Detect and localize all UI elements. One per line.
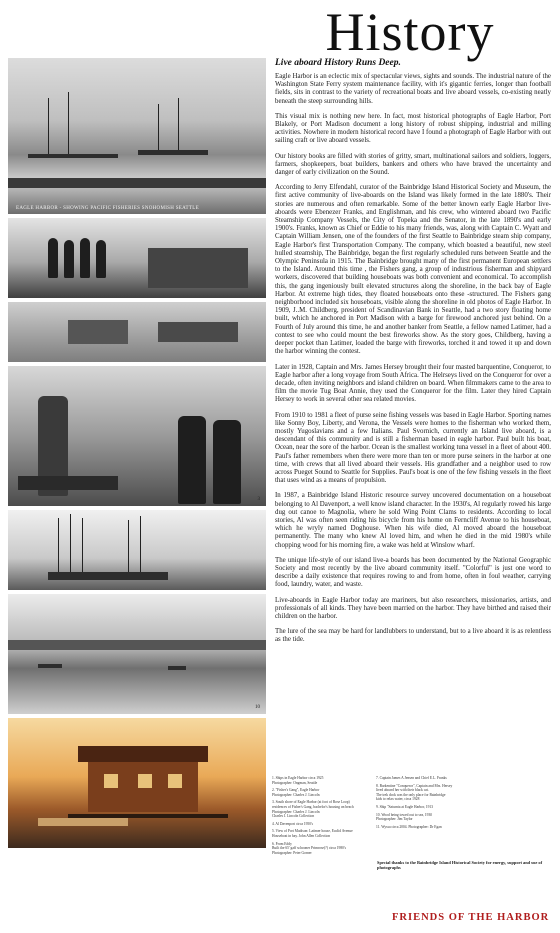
- reference-item: 8. Barkentine "Conqueror", Captain and Mrs. Hersey lived aboard her with their black cat. The trek dock was the only place for Bainbridge kids to relax water, circa 1928: [376, 783, 453, 802]
- photo-number: 10: [255, 705, 260, 710]
- reference-item: 4. Al Davenport circa 1950's: [272, 821, 314, 826]
- paragraph: In 1987, a Bainbridge Island Historic resource survey uncovered documentation on a houseboat belonging to Al Davenport, a well know island character. In the 1930's, Al regularly rowed his large dug out canoe to Magnolia, where he sold Wing Point Clams to residents. According to local stories, Al was often seen riding his bicycle from his home on Ferncliff Avenue to his houseboat, which he wryly named Doghouse. When his wife died, Al moved aboard the houseboat permanently. The many who knew Al loved him, and when he died in the mid 1980's while chopping wood for his morning fire, a wake was held at Winslow wharf.: [275, 492, 551, 549]
- sailing-ships-photo: [8, 510, 266, 590]
- reference-item: 5. View of Port Madison: Latimer house, Euclid Avenue Houseboat in bay. John Allen Collection: [272, 829, 353, 838]
- shoreline-houses-photo: [8, 302, 266, 362]
- footer-brand: FRIENDS OF THE HARBOR: [392, 912, 550, 923]
- historical-photo-collage: [8, 58, 266, 848]
- paragraph: The unique life-style of our island live-a boards has been documented by the National Geographic Society and most recently by the live aboard community itself. "Colorful" is just one word to describe a daily existence that requires rowing to and from home, often in foul weather, carrying food, laundry, water, and waste.: [275, 556, 551, 589]
- page-subtitle: Live aboard History Runs Deep.: [275, 58, 401, 68]
- reference-item: 6. From Eddy Built the 65' gaff schooner Primrose(?) circa 1980's Photographer: Peter Gorner: [272, 841, 346, 855]
- photo-caption: EAGLE HARBOR - SHOWING PACIFIC FISHERIES SNOHOMISH SEATTLE: [16, 206, 199, 211]
- reference-item: 11. Wyssa circa 2004. Photographer: Dr Egan: [376, 824, 442, 829]
- page-title: History: [325, 2, 495, 62]
- paragraph: From 1910 to 1981 a fleet of purse seine fishing vessels was based in Eagle Harbor. Sporting names like Sonny Boy, Liberty, and Verona, the Vessels were homes to the fisherman who worked them, mostly Yugoslavians and a few Italians. Paul Svornich, currently an Island live aboard, is a descendant of this community and is still a fisherman based in eagle harbor. Paul built his boat, Ocean, near the sore of the harbor. Ocean is the smallest working tuna vessel in a fleet of about 400. Paul's father remembers when there were more than ten or more purse seiners in the harbor at one time, with crews that all lived aboard their vessels. His grandfather and a neighbor used to row across Pueget Sound to Seattle for Supplies. Paul's boat is one of the few fishing vessels in the fleet that uses wind as a means of propulsion.: [275, 411, 551, 485]
- houseboat-color-photo: [8, 718, 266, 848]
- reference-item: 3. South shore of Eagle Harbor (at foot of Rose Loop) residences of Fisher's Gang, bachelor's housing on beach Photographer: Charles J. Lincoln Charles J. Lincoln Collection: [272, 800, 354, 819]
- harbor-panorama-photo: [8, 58, 266, 214]
- bay-view-photo: [8, 594, 266, 714]
- article-body: [275, 73, 551, 652]
- reference-item: 10. Wood being towed out to sea, 1930 Photographer: Jim Taylor: [376, 812, 433, 822]
- reference-item: 9. Ship "Saturnia at Eagle Harbor, 1913: [376, 804, 434, 809]
- paragraph: This visual mix is nothing new here. In fact, most historical photographs of Eagle Harbor, Port Blakely, or Port Madison document a long history of robust shipping, industrial and milling activities. Nowhere in modern historical record have I found a photograph of Eagle Harbor with out sailing craft or live aboard vessels.: [275, 112, 551, 145]
- reference-item: 7. Captain James A Jensen and Chief E.L. Franks: [376, 776, 447, 780]
- paragraph: Eagle Harbor is an eclectic mix of spectacular views, sights and sounds. The industrial nature of the Washington State Ferry system maintenance facility, with it's gigantic ferries, longer than football fields, sits in contrast to the variety of recreational boats and live aboard vessels, co-existing neatly beneath the steep surrounding hills.: [275, 73, 551, 105]
- fishers-gang-photo: [8, 218, 266, 298]
- acknowledgement: Special thanks to the Bainbridge Island Historical Society for energy, support and use of photographs: [377, 860, 543, 871]
- portraits-photo: [8, 366, 266, 506]
- paragraph: Our history books are filled with stories of gritty, smart, multinational sailors and soldiers, loggers, farmers, shopkeepers, boat builders, bankers and others who have braved the uncertainty and danger of early civilization on the Sound.: [275, 152, 551, 177]
- paragraph: Live-aboards in Eagle Harbor today are mariners, but also researchers, missionaries, artists, and professionals of all kinds. They have been married on the harbor. They have birthed and raised their children on the harbor.: [275, 596, 551, 620]
- paragraph: According to Jerry Elfendahl, curator of the Bainbridge Island Historical Society and Museum, the first active community of live-aboards on the Island was likely formed in the late 1880's. Their stories are numerous and often remarkable. Some of the better known early Eagle Harbor live-aboards were Ebenezer Franks, and Englishman, and his crew, who wintered aboard two Pacific Steamship Company Vessels, the City of Topeka and the Senator, in the late 1890's and early 1900's. Franks, known as Chief or Eddie to his many friends, was, along with Captain C. Wyatt and Captain William Jensen, one of the founders of the first Seattle to Bainbridge steam ship company, Eagle Harbor's first Transportation Company. The company, which boasted a beautiful, new steel hulled steamship, The Bainbridge, began the first regularly scheduled runs between Seattle and the Olympic Peninsula in 1915. The Bainbridge brought many of the first permanent European settlers to the Island. Around this time , the Fishers gang, a group of industrious fisherman and shipyard workers, discovered that building houseboats was both convenient and economical. To accomplish this, the gang ingeniously built elevated structures along the shoreline, in the back bay of Eagle Harbor. At extreme high tides, they floated houseboats onto these -structured. The Fishers gang neighborhood included six houseboats, visible along the shoreline in old photos of Eagle Harbor. In 1909, J..M. Childberg, president of Scandinavian Bank in Seattle, had a two story floating home built, which he anchored in Port Madison with a barge for firewood anchored just behind. On a Fourth of July around this time, he and another banker from Seattle, a fellow named Latimer, had a contest to see who could mount the best fireworks show. As the story goes, Childberg, having a deeper pocket than Latimer, loaded the barge with fireworks, torched it and towed it up and down the harbor winning the contest.: [275, 184, 551, 356]
- reference-item: 1. Ships in Eagle Harbor circa 1925 Photographer: Ongman, Seattle: [272, 776, 324, 785]
- paragraph: Later in 1928, Captain and Mrs. James Hersey brought their four masted barquentine, Conqueror, to Eagle harbor after a long voyage from South Africa. The Helrseys lived on the Conqueror for over a decade, often inviting neighbors and island children on board. When filmmakers came to the area to film the movie Tug Boat Annie, they used the Conqueror for the film. Later they hired Captain Hersey to work in several other sea related movies.: [275, 363, 551, 404]
- references-right-column: [376, 776, 506, 832]
- paragraph: The lure of the sea may be hard for landlubbers to understand, but to a live aboard it is as relentless as the tide.: [275, 628, 551, 644]
- photo-number: 3: [257, 497, 260, 502]
- reference-item: 2. "Fisher's Gang", Eagle Harbor Photographer: Charles J. Lincoln: [272, 788, 320, 797]
